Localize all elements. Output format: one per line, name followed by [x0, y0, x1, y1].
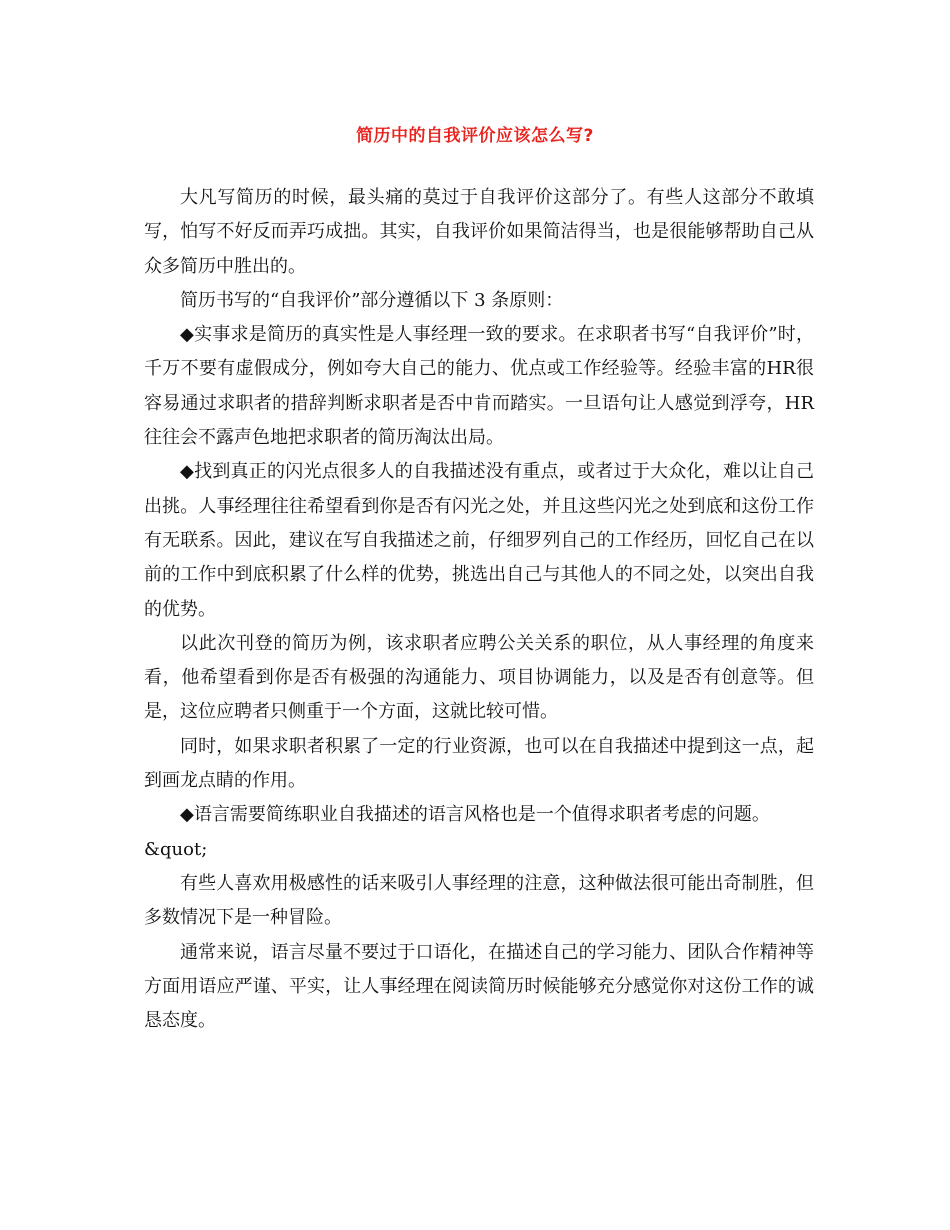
document-title: 简历中的自我评价应该怎么写?: [356, 126, 594, 146]
paragraph-principle-truthful: ◆实事求是简历的真实性是人事经理一致的要求。在求职者书写“自我评价”时，千万不要有虚假成分，例如夸大自己的能力、优点或工作经验等。经验丰富的HR很容易通过求职者的措辞判断求职者是否中肯而踏实。一旦语句让人感觉到浮夸，HR往往会不露声色地把求职者的简历淘汰出局。: [144, 324, 814, 449]
paragraph-conclusion: 通常来说，语言尽量不要过于口语化，在描述自己的学习能力、团队合作精神等方面用语应严谨、平实，让人事经理在阅读简历时候能够充分感觉你对这份工作的诚恳态度。: [144, 941, 814, 1032]
paragraph-stray-entity: &quot;: [144, 838, 208, 860]
paragraph-example: 以此次刊登的简历为例，该求职者应聘公关关系的职位，从人事经理的角度来看，他希望看到你是否有极强的沟通能力、项目协调能力，以及是否有创意等。但是，这位应聘者只侧重于一个方面，这就比较可惜。: [144, 632, 814, 723]
paragraph-principle-highlights: ◆找到真正的闪光点很多人的自我描述没有重点，或者过于大众化，难以让自己出挑。人事经理往往希望看到你是否有闪光之处，并且这些闪光之处到底和这份工作有无联系。因此，建议在写自我描述之前，仔细罗列自己的工作经历，回忆自己在以前的工作中到底积累了什么样的优势，挑选出自己与其他人的不同之处，以突出自我的优势。: [144, 461, 814, 620]
paragraph-intro: 大凡写简历的时候，最头痛的莫过于自我评价这部分了。有些人这部分不敢填写，怕写不好反而弄巧成拙。其实，自我评价如果简洁得当，也是很能够帮助自己从众多简历中胜出的。: [144, 187, 814, 277]
paragraph-principle-language: ◆语言需要简练职业自我描述的语言风格也是一个值得求职者考虑的问题。: [180, 804, 770, 826]
paragraph-emotional-language: 有些人喜欢用极感性的话来吸引人事经理的注意，这种做法很可能出奇制胜，但多数情况下是一种冒险。: [144, 872, 814, 929]
document-body: [144, 181, 814, 1038]
paragraph-principles-lead: 简历书写的“自我评价”部分遵循以下 3 条原则：: [180, 289, 564, 311]
paragraph-resources: 同时，如果求职者积累了一定的行业资源，也可以在自我描述中提到这一点，起到画龙点睛的作用。: [144, 735, 814, 792]
